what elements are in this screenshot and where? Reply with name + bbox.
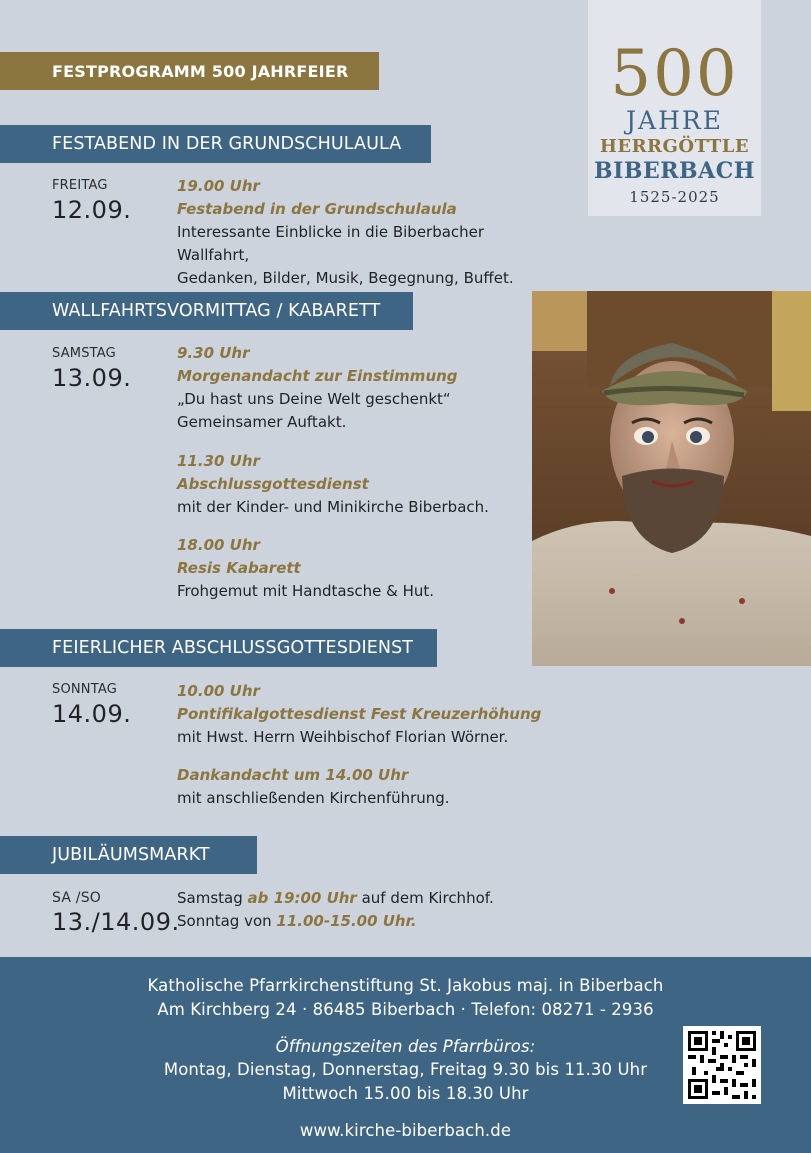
event-time: 9.30 Uhr	[177, 344, 250, 362]
logo-jahre: JAHRE	[626, 106, 723, 135]
day-label: SONNTAG	[52, 682, 118, 697]
event-desc: mit anschließenden Kirchenführung.	[177, 789, 450, 807]
event-time: 19.00 Uhr	[177, 177, 260, 195]
event-desc: Interessante Einblicke in die Biberbacher Wallfahrt,	[177, 223, 485, 264]
date-label: 13.09.	[52, 364, 132, 392]
section-banner-wallfahrt	[0, 292, 413, 330]
event-morgenandacht	[177, 342, 537, 434]
anniversary-logo	[588, 0, 761, 216]
qr-code-icon[interactable]	[683, 1026, 761, 1104]
logo-years: 1525-2025	[629, 188, 720, 206]
event-pontifikalgottesdienst	[177, 680, 597, 749]
event-name: Morgenandacht zur Einstimmung	[177, 367, 458, 385]
day-label: SA /SO	[52, 890, 101, 906]
program-title: FESTPROGRAMM 500 JAHRFEIER	[52, 61, 349, 81]
market-saturday: Samstag ab 19:00 Uhr auf dem Kirchhof.	[177, 889, 494, 907]
day-label: SAMSTAG	[52, 346, 116, 361]
section-banner-jubilaeumsmarkt	[0, 836, 257, 874]
event-name: Festabend in der Grundschulaula	[177, 200, 457, 218]
section-banner-festabend	[0, 125, 431, 163]
section-banner-abschlussgottesdienst	[0, 629, 437, 667]
event-desc: mit der Kinder- und Minikirche Biberbach.	[177, 498, 489, 516]
logo-herrgoettle: HERRGÖTTLE	[599, 136, 750, 157]
event-desc: Gedanken, Bilder, Musik, Begegnung, Buffet.	[177, 269, 514, 287]
event-time: 18.00 Uhr	[177, 536, 260, 554]
event-time: 11.30 Uhr	[177, 452, 260, 470]
day-label: FREITAG	[52, 178, 108, 193]
section-title: FEIERLICHER ABSCHLUSSGOTTESDIENST	[52, 638, 414, 658]
section-title: FESTABEND IN DER GRUNDSCHULAULA	[52, 134, 402, 154]
event-desc: Frohgemut mit Handtasche & Hut.	[177, 582, 435, 600]
event-time: 10.00 Uhr	[177, 682, 260, 700]
event-festabend	[177, 175, 537, 290]
event-desc: Gemeinsamer Auftakt.	[177, 413, 347, 431]
section-title: WALLFAHRTSVORMITTAG / KABARETT	[52, 301, 381, 321]
event-dankandacht	[177, 764, 537, 810]
event-name: Abschlussgottesdienst	[177, 475, 369, 493]
date-label: 12.09.	[52, 196, 132, 224]
market-sunday: Sonntag von 11.00-15.00 Uhr.	[177, 912, 417, 930]
footer-address: Am Kirchberg 24 · 86485 Biberbach · Telefon: 08271 - 2936	[157, 1000, 654, 1019]
event-desc: mit Hwst. Herrn Weihbischof Florian Wörner.	[177, 728, 509, 746]
date-label: 14.09.	[52, 700, 132, 728]
date-label: 13./14.09.	[52, 908, 180, 936]
footer-hours-title: Öffnungszeiten des Pfarrbüros:	[275, 1037, 536, 1056]
event-markt	[177, 887, 597, 933]
section-title: JUBILÄUMSMARKT	[52, 845, 210, 865]
event-name: Resis Kabarett	[177, 559, 301, 577]
program-title-banner	[0, 52, 379, 90]
footer-hours1: Montag, Dienstag, Donnerstag, Freitag 9.30 bis 11.30 Uhr	[163, 1060, 648, 1079]
event-name: Dankandacht um 14.00 Uhr	[177, 766, 409, 784]
footer-hours2: Mittwoch 15.00 bis 18.30 Uhr	[282, 1084, 529, 1103]
crucifix-photo-icon	[532, 291, 811, 666]
event-name: Pontifikalgottesdienst Fest Kreuzerhöhung	[177, 705, 542, 723]
logo-biberbach: BIBERBACH	[594, 158, 755, 184]
footer-website[interactable]: www.kirche-biberbach.de	[299, 1121, 512, 1140]
event-kabarett	[177, 534, 537, 603]
footer-org: Katholische Pfarrkirchenstiftung St. Jakobus maj. in Biberbach	[147, 976, 664, 995]
logo-number: 500	[610, 37, 739, 111]
event-abschlussgottesdienst	[177, 450, 537, 519]
event-desc: „Du hast uns Deine Welt geschenkt“	[177, 390, 451, 408]
crucifix-photo	[532, 291, 811, 666]
